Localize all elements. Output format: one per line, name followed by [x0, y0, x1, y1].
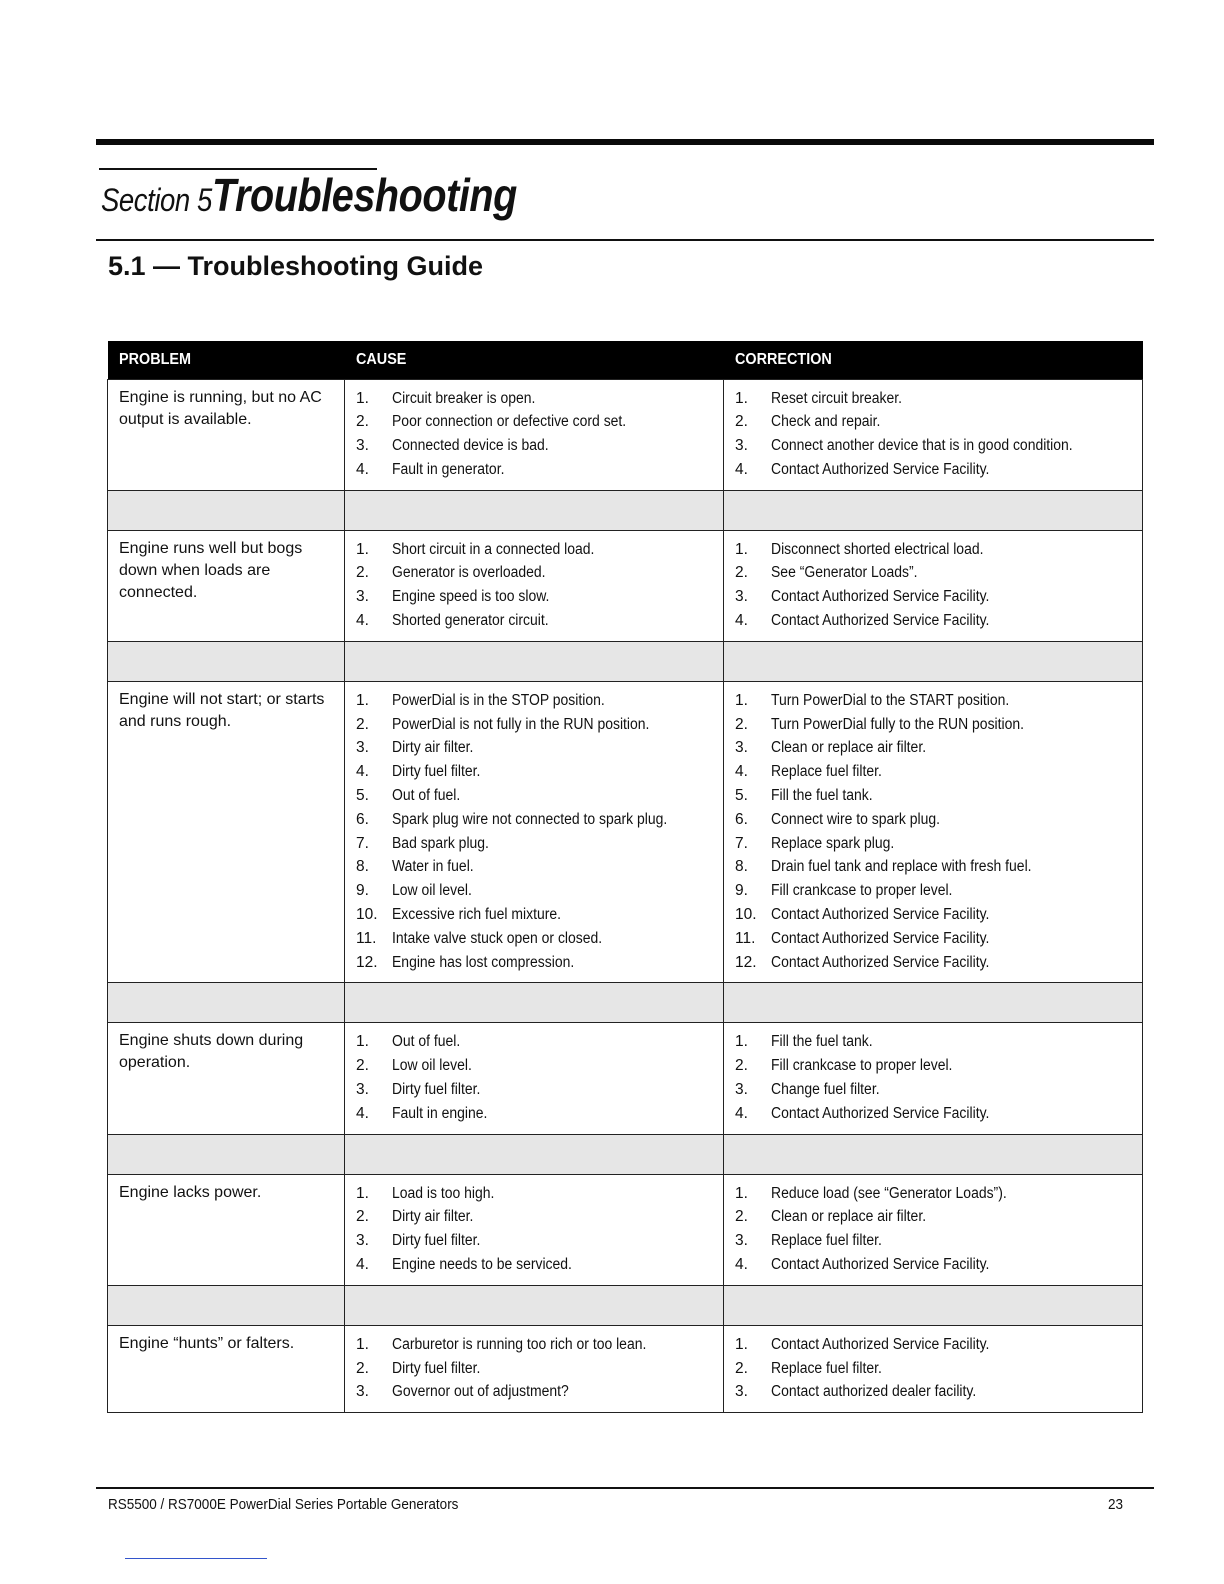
problem-cell: [108, 1023, 345, 1134]
footer-product: RS5500 / RS7000E PowerDial Series Portable Generators: [108, 1496, 459, 1513]
item-number: 3.: [356, 1081, 369, 1099]
item-number: 11.: [356, 929, 377, 947]
correction-text: Reset circuit breaker.: [771, 389, 903, 407]
item-number: 1.: [735, 540, 748, 558]
spacer-cell: [345, 1134, 724, 1174]
correction-text: Connect another device that is in good condition.: [771, 437, 1073, 455]
correction-item: [735, 538, 1131, 562]
correction-item: [735, 1357, 1131, 1381]
cause-list: [356, 1182, 712, 1277]
cause-text: Governor out of adjustment?: [392, 1383, 569, 1401]
cause-item: [356, 1102, 712, 1126]
correction-cell: [724, 1174, 1143, 1285]
item-number: 5.: [735, 787, 748, 805]
spacer-row: [108, 1134, 1143, 1174]
correction-text: Contact authorized dealer facility.: [771, 1383, 977, 1401]
problem-text: Engine “hunts” or falters.: [119, 1334, 295, 1352]
cause-item: [356, 458, 712, 482]
cause-list: [356, 538, 712, 633]
spacer-cell: [724, 983, 1143, 1023]
item-number: 1.: [735, 1184, 748, 1202]
item-number: 3.: [356, 739, 369, 757]
correction-cell: [724, 1325, 1143, 1412]
correction-text: Contact Authorized Service Facility.: [771, 929, 990, 947]
item-number: 7.: [356, 834, 369, 852]
correction-text: Contact Authorized Service Facility.: [771, 1335, 990, 1353]
header-correction: CORRECTION: [724, 341, 1143, 379]
item-number: 4.: [735, 612, 748, 630]
correction-text: Drain fuel tank and replace with fresh fuel.: [771, 858, 1032, 876]
correction-list: [735, 387, 1131, 482]
correction-item: [735, 832, 1131, 856]
spacer-cell: [345, 983, 724, 1023]
item-number: 1.: [356, 1335, 369, 1353]
item-number: 4.: [735, 1256, 748, 1274]
problem-cell: [108, 1325, 345, 1412]
correction-item: [735, 1229, 1131, 1253]
item-number: 4.: [356, 1104, 369, 1122]
cause-item: [356, 713, 712, 737]
cause-cell: [345, 1023, 724, 1134]
table-row: [108, 379, 1143, 490]
section-heading: [101, 168, 567, 222]
item-number: 1.: [735, 389, 748, 407]
table-row: [108, 1023, 1143, 1134]
item-number: 12.: [735, 953, 757, 971]
cause-text: Short circuit in a connected load.: [392, 540, 595, 558]
correction-cell: [724, 379, 1143, 490]
correction-item: [735, 760, 1131, 784]
correction-item: [735, 951, 1131, 975]
problem-text: Engine runs well but bogs down when loads are connected.: [119, 539, 303, 601]
spacer-cell: [345, 641, 724, 681]
cause-text: Low oil level.: [392, 1057, 472, 1075]
spacer-cell: [724, 1285, 1143, 1325]
cause-text: Bad spark plug.: [392, 834, 489, 852]
correction-item: [735, 387, 1131, 411]
item-number: 6.: [356, 810, 369, 828]
correction-text: Fill crankcase to proper level.: [771, 1057, 953, 1075]
spacer-row: [108, 1285, 1143, 1325]
cause-text: Load is too high.: [392, 1184, 495, 1202]
cause-text: Intake valve stuck open or closed.: [392, 929, 603, 947]
correction-text: Contact Authorized Service Facility.: [771, 906, 990, 924]
item-number: 10.: [735, 906, 757, 924]
correction-item: [735, 689, 1131, 713]
correction-item: [735, 713, 1131, 737]
cause-item: [356, 1078, 712, 1102]
cause-list: [356, 1333, 712, 1404]
cause-item: [356, 387, 712, 411]
item-number: 3.: [735, 588, 748, 606]
cause-item: [356, 689, 712, 713]
correction-list: [735, 1182, 1131, 1277]
cause-item: [356, 434, 712, 458]
correction-text: Contact Authorized Service Facility.: [771, 612, 990, 630]
item-number: 3.: [735, 739, 748, 757]
correction-list: [735, 1333, 1131, 1404]
spacer-cell: [724, 641, 1143, 681]
cause-item: [356, 808, 712, 832]
item-number: 3.: [735, 1383, 748, 1401]
correction-item: [735, 1182, 1131, 1206]
cause-item: [356, 1333, 712, 1357]
item-number: 4.: [356, 612, 369, 630]
correction-item: [735, 1102, 1131, 1126]
correction-text: Replace fuel filter.: [771, 1359, 882, 1377]
item-number: 9.: [735, 882, 748, 900]
spacer-row: [108, 641, 1143, 681]
item-number: 2.: [735, 715, 748, 733]
cause-item: [356, 832, 712, 856]
correction-list: [735, 538, 1131, 633]
spacer-cell: [724, 1134, 1143, 1174]
correction-item: [735, 458, 1131, 482]
correction-text: Replace fuel filter.: [771, 763, 882, 781]
correction-text: Contact Authorized Service Facility.: [771, 1104, 990, 1122]
item-number: 1.: [356, 389, 369, 407]
correction-text: Turn PowerDial fully to the RUN position.: [771, 715, 1025, 733]
item-number: 4.: [356, 460, 369, 478]
correction-list: [735, 689, 1131, 975]
cause-item: [356, 879, 712, 903]
correction-item: [735, 903, 1131, 927]
cause-cell: [345, 530, 724, 641]
cause-text: PowerDial is in the STOP position.: [392, 691, 605, 709]
cause-cell: [345, 379, 724, 490]
cause-cell: [345, 681, 724, 983]
cause-item: [356, 736, 712, 760]
correction-text: Connect wire to spark plug.: [771, 810, 941, 828]
spacer-cell: [108, 1134, 345, 1174]
cause-item: [356, 609, 712, 633]
cause-item: [356, 1205, 712, 1229]
cause-list: [356, 387, 712, 482]
correction-item: [735, 434, 1131, 458]
correction-item: [735, 1333, 1131, 1357]
header-problem: PROBLEM: [108, 341, 345, 379]
item-number: 3.: [735, 1232, 748, 1250]
item-number: 2.: [356, 715, 369, 733]
correction-text: Replace spark plug.: [771, 834, 895, 852]
correction-text: See “Generator Loads”.: [771, 564, 918, 582]
cause-text: Connected device is bad.: [392, 437, 549, 455]
correction-text: Contact Authorized Service Facility.: [771, 953, 990, 971]
item-number: 4.: [356, 763, 369, 781]
spacer-cell: [345, 1285, 724, 1325]
spacer-cell: [724, 490, 1143, 530]
correction-text: Fill the fuel tank.: [771, 787, 873, 805]
spacer-row: [108, 490, 1143, 530]
cause-item: [356, 1229, 712, 1253]
cause-text: Dirty fuel filter.: [392, 1359, 481, 1377]
item-number: 12.: [356, 953, 378, 971]
problem-cell: [108, 1174, 345, 1285]
cause-text: Excessive rich fuel mixture.: [392, 906, 562, 924]
correction-text: Contact Authorized Service Facility.: [771, 460, 990, 478]
cause-item: [356, 903, 712, 927]
item-number: 8.: [356, 858, 369, 876]
item-number: 2.: [735, 1057, 748, 1075]
correction-cell: [724, 1023, 1143, 1134]
cause-item: [356, 927, 712, 951]
problem-cell: [108, 379, 345, 490]
page-number: 23: [1108, 1496, 1124, 1513]
item-number: 11.: [735, 929, 756, 947]
correction-text: Fill the fuel tank.: [771, 1033, 873, 1051]
item-number: 5.: [356, 787, 369, 805]
item-number: 3.: [356, 437, 369, 455]
cause-text: Carburetor is running too rich or too lean.: [392, 1335, 647, 1353]
problem-cell: [108, 681, 345, 983]
correction-item: [735, 585, 1131, 609]
item-number: 2.: [356, 413, 369, 431]
correction-item: [735, 1380, 1131, 1404]
problem-text: Engine shuts down during operation.: [119, 1032, 304, 1072]
section-label: Section 5: [101, 182, 212, 218]
cause-item: [356, 1357, 712, 1381]
correction-text: Change fuel filter.: [771, 1081, 880, 1099]
item-number: 2.: [356, 1359, 369, 1377]
spacer-cell: [108, 641, 345, 681]
cause-text: Dirty air filter.: [392, 1208, 474, 1226]
cause-item: [356, 1253, 712, 1277]
correction-item: [735, 1205, 1131, 1229]
correction-item: [735, 1078, 1131, 1102]
problem-text: Engine lacks power.: [119, 1183, 262, 1201]
correction-item: [735, 784, 1131, 808]
header-cause: CAUSE: [345, 341, 724, 379]
item-number: 2.: [356, 564, 369, 582]
footer-rule: [96, 1487, 1154, 1489]
cause-text: Engine has lost compression.: [392, 953, 575, 971]
item-number: 1.: [356, 1033, 369, 1051]
item-number: 3.: [735, 437, 748, 455]
item-number: 1.: [356, 691, 369, 709]
spacer-cell: [108, 490, 345, 530]
title-rule: [96, 239, 1154, 241]
correction-item: [735, 879, 1131, 903]
cause-list: [356, 1030, 712, 1125]
item-number: 3.: [356, 588, 369, 606]
table-row: [108, 530, 1143, 641]
item-number: 1.: [735, 1335, 748, 1353]
section-title: Troubleshooting: [212, 169, 518, 221]
item-number: 2.: [735, 564, 748, 582]
cause-text: Out of fuel.: [392, 1033, 461, 1051]
item-number: 1.: [356, 1184, 369, 1202]
table-row: [108, 681, 1143, 983]
correction-item: [735, 736, 1131, 760]
cause-text: Dirty fuel filter.: [392, 1081, 481, 1099]
cause-text: Fault in generator.: [392, 460, 505, 478]
correction-text: Clean or replace air filter.: [771, 739, 927, 757]
cause-cell: [345, 1174, 724, 1285]
item-number: 9.: [356, 882, 369, 900]
cause-text: Dirty air filter.: [392, 739, 474, 757]
table-row: [108, 1325, 1143, 1412]
correction-text: Fill crankcase to proper level.: [771, 882, 953, 900]
table-header-row: [108, 341, 1143, 379]
table-row: [108, 1174, 1143, 1285]
cause-item: [356, 1380, 712, 1404]
problem-cell: [108, 530, 345, 641]
cause-text: Spark plug wire not connected to spark plug.: [392, 810, 668, 828]
spacer-row: [108, 983, 1143, 1023]
cause-item: [356, 538, 712, 562]
item-number: 1.: [735, 1033, 748, 1051]
cause-list: [356, 689, 712, 975]
item-number: 10.: [356, 906, 378, 924]
correction-text: Disconnect shorted electrical load.: [771, 540, 984, 558]
spacer-cell: [108, 983, 345, 1023]
item-number: 2.: [356, 1057, 369, 1075]
item-number: 1.: [735, 691, 748, 709]
cause-item: [356, 760, 712, 784]
cause-item: [356, 784, 712, 808]
cause-text: Fault in engine.: [392, 1104, 488, 1122]
item-number: 2.: [735, 413, 748, 431]
cause-item: [356, 855, 712, 879]
cause-item: [356, 585, 712, 609]
cause-text: Engine speed is too slow.: [392, 588, 550, 606]
correction-text: Contact Authorized Service Facility.: [771, 1256, 990, 1274]
spacer-cell: [108, 1285, 345, 1325]
correction-item: [735, 1030, 1131, 1054]
problem-text: Engine is running, but no AC output is available.: [119, 388, 322, 428]
cause-text: Generator is overloaded.: [392, 564, 546, 582]
cause-item: [356, 1182, 712, 1206]
correction-text: Turn PowerDial to the START position.: [771, 691, 1010, 709]
cause-text: Shorted generator circuit.: [392, 612, 549, 630]
cause-item: [356, 951, 712, 975]
correction-text: Clean or replace air filter.: [771, 1208, 927, 1226]
cause-text: PowerDial is not fully in the RUN position.: [392, 715, 650, 733]
cause-item: [356, 1030, 712, 1054]
item-number: 2.: [735, 1208, 748, 1226]
guide-title: 5.1 — Troubleshooting Guide: [108, 251, 484, 281]
item-number: 4.: [735, 763, 748, 781]
item-number: 2.: [735, 1359, 748, 1377]
spacer-cell: [345, 490, 724, 530]
item-number: 3.: [735, 1081, 748, 1099]
cause-text: Circuit breaker is open.: [392, 389, 536, 407]
cause-cell: [345, 1325, 724, 1412]
item-number: 4.: [735, 1104, 748, 1122]
item-number: 3.: [356, 1232, 369, 1250]
troubleshooting-table: [107, 341, 1143, 1413]
cause-item: [356, 1054, 712, 1078]
correction-item: [735, 927, 1131, 951]
cause-text: Dirty fuel filter.: [392, 1232, 481, 1250]
cause-text: Out of fuel.: [392, 787, 461, 805]
correction-item: [735, 410, 1131, 434]
link-underline: [125, 1558, 267, 1559]
item-number: 8.: [735, 858, 748, 876]
correction-item: [735, 561, 1131, 585]
correction-item: [735, 808, 1131, 832]
cause-text: Water in fuel.: [392, 858, 474, 876]
correction-text: Check and repair.: [771, 413, 881, 431]
problem-text: Engine will not start; or starts and runs rough.: [119, 690, 325, 730]
item-number: 7.: [735, 834, 748, 852]
correction-list: [735, 1030, 1131, 1125]
item-number: 2.: [356, 1208, 369, 1226]
cause-item: [356, 561, 712, 585]
cause-text: Engine needs to be serviced.: [392, 1256, 572, 1274]
cause-item: [356, 410, 712, 434]
correction-text: Contact Authorized Service Facility.: [771, 588, 990, 606]
correction-item: [735, 855, 1131, 879]
cause-text: Poor connection or defective cord set.: [392, 413, 627, 431]
correction-item: [735, 1253, 1131, 1277]
correction-text: Reduce load (see “Generator Loads”).: [771, 1184, 1007, 1202]
item-number: 1.: [356, 540, 369, 558]
item-number: 3.: [356, 1383, 369, 1401]
correction-cell: [724, 681, 1143, 983]
correction-text: Replace fuel filter.: [771, 1232, 882, 1250]
top-rule: [96, 139, 1154, 145]
correction-item: [735, 609, 1131, 633]
correction-cell: [724, 530, 1143, 641]
cause-text: Dirty fuel filter.: [392, 763, 481, 781]
item-number: 4.: [735, 460, 748, 478]
cause-text: Low oil level.: [392, 882, 472, 900]
item-number: 6.: [735, 810, 748, 828]
item-number: 4.: [356, 1256, 369, 1274]
correction-item: [735, 1054, 1131, 1078]
